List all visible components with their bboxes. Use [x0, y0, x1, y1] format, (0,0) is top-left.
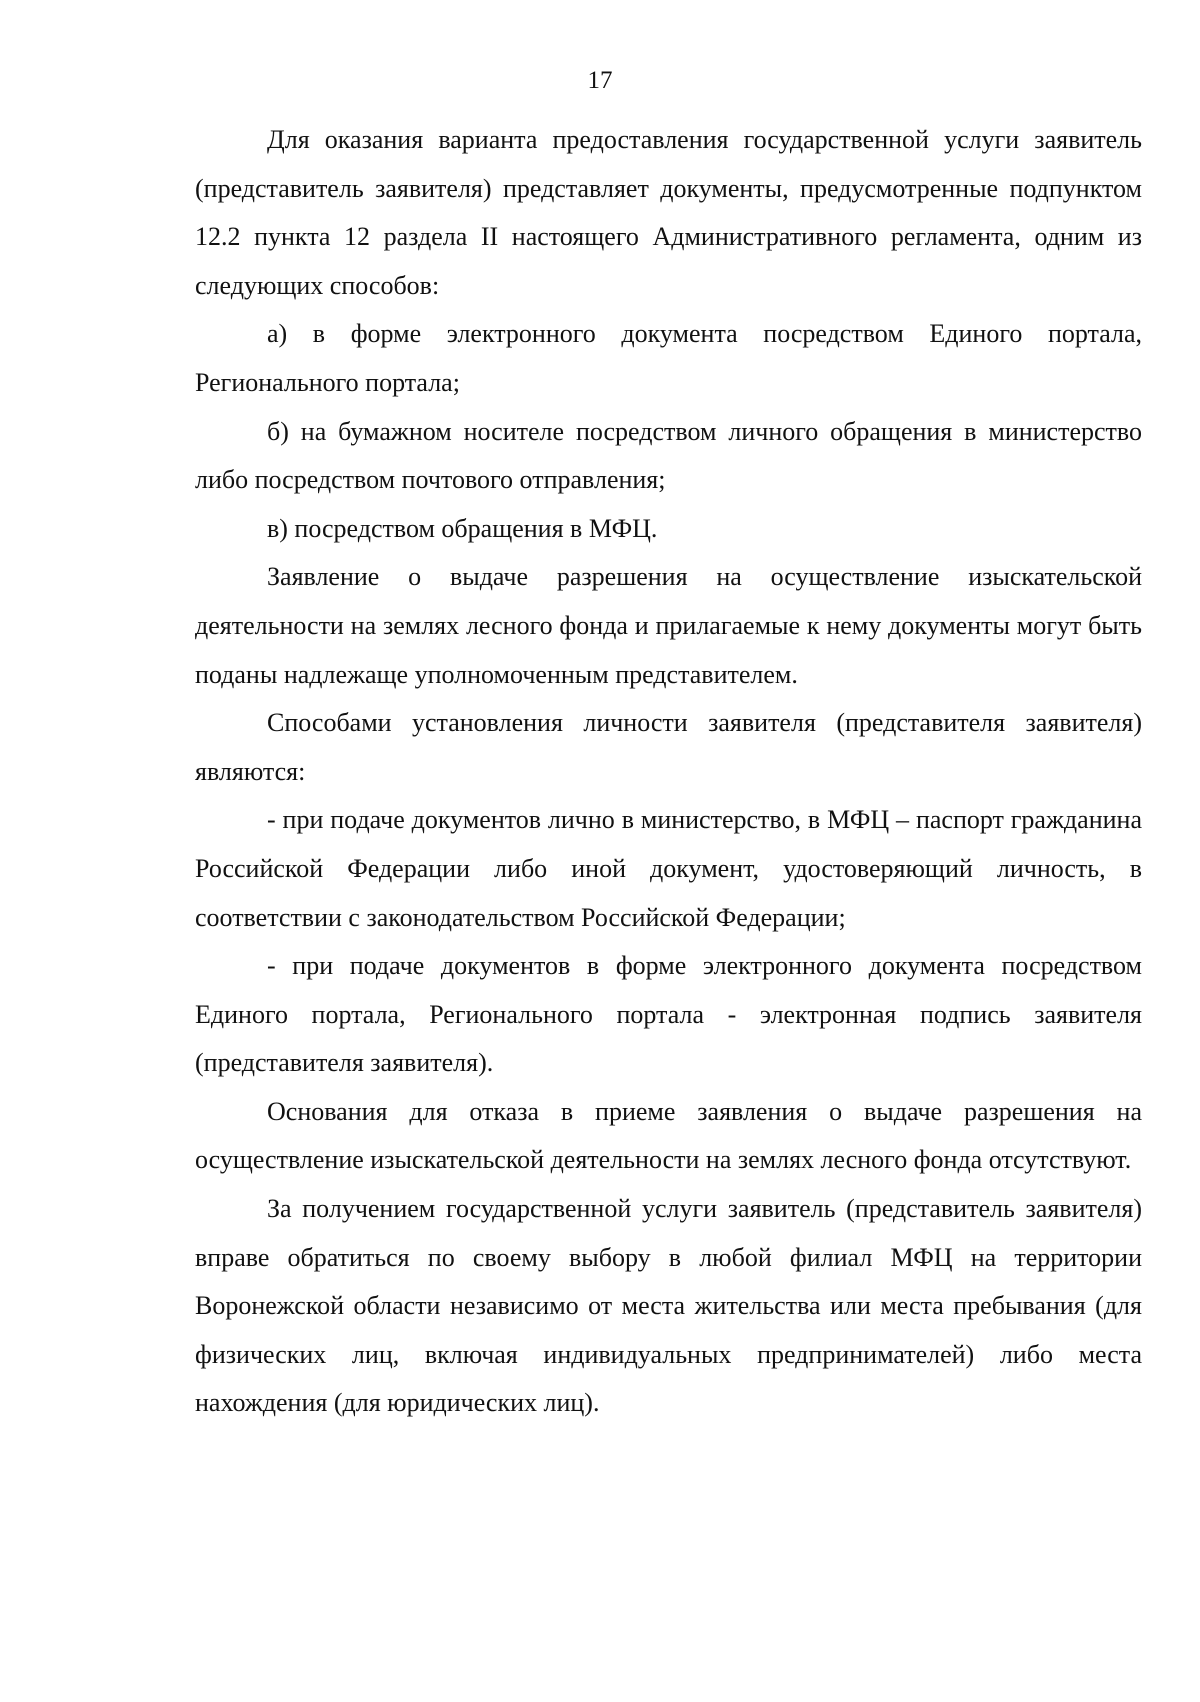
list-item-mfc: в) посредством обращения в МФЦ. [267, 513, 658, 543]
paragraph-identification: Способами установления личности заявителя (представителя заявителя) являются: [195, 708, 1142, 786]
paragraph-any-mfc-branch: За получением государственной услуги заявитель (представитель заявителя) вправе обратиться по своему выбору в любой филиал МФЦ на территории Воронежской области независимо от места жительства или места пребывания (для физических лиц, включая индивидуальных предпринимателей) либо места нахождения (для юридических лиц). [195, 1194, 1142, 1418]
paragraph-submission-methods: Для оказания варианта предоставления государственной услуги заявитель (представитель заявителя) представляет документы, предусмотренные подпунктом 12.2 пункта 12 раздела II настоящего Административного регламента, одним из следующих способов: [195, 125, 1142, 300]
paragraph-no-refusal-grounds: Основания для отказа в приеме заявления о выдаче разрешения на осуществление изыскательской деятельности на землях лесного фонда отсутствуют. [195, 1096, 1142, 1175]
list-item-electronic-signature: - при подаче документов в форме электронного документа посредством Единого портала, Регионального портала - электронная подпись заявителя (представителя заявителя). [195, 951, 1142, 1078]
list-item-electronic: а) в форме электронного документа посредством Единого портала, Регионального портала; [195, 319, 1142, 397]
list-item-in-person-id: - при подаче документов лично в министерство, в МФЦ – паспорт гражданина Российской Федерации либо иной документ, удостоверяющий личность, в соответствии с законодательством Российской Федерации; [195, 805, 1142, 932]
paragraph-representative: Заявление о выдаче разрешения на осуществление изыскательской деятельности на землях лесного фонда и прилагаемые к нему документы могут быть поданы надлежаще уполномоченным представителем. [195, 562, 1142, 689]
document-body [195, 116, 1142, 1428]
page-number: 17 [587, 67, 613, 94]
list-item-paper: б) на бумажном носителе посредством личного обращения в министерство либо посредством почтового отправления; [195, 416, 1142, 495]
